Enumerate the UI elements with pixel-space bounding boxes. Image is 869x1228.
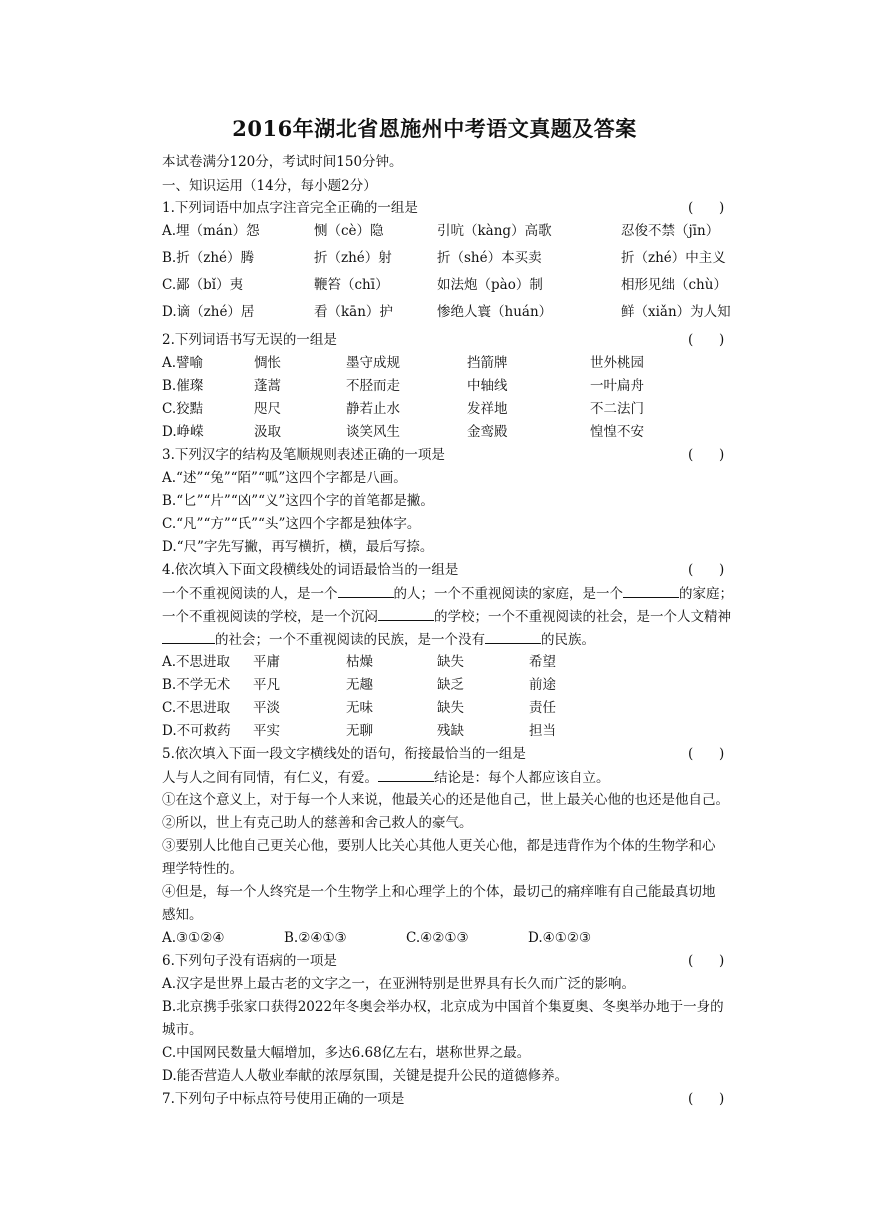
q4-option-b-4: 缺乏	[437, 677, 464, 693]
q2-option-c-4: 发祥地	[467, 401, 508, 417]
q4-option-d-2: 平实	[253, 723, 280, 739]
q6-option-a: A.汉字是世界上最古老的文字之一，在亚洲特别是世界具有长久而广泛的影响。	[162, 976, 636, 992]
q2-option-a-3: 墨守成规	[346, 355, 400, 371]
section-heading: 一、知识运用（14分，每小题2分）	[162, 178, 377, 194]
q4-option-b-3: 无趣	[346, 677, 373, 693]
q4-blank-5	[485, 630, 541, 644]
q1-option-d-4: 鲜（xiǎn）为人知	[621, 304, 731, 320]
page-title: 2016年湖北省恩施州中考语文真题及答案	[232, 116, 637, 141]
q6-option-d: D.能否营造人人敬业奉献的浓厚氛围，关键是提升公民的道德修养。	[162, 1068, 569, 1084]
q4-option-d-5: 担当	[529, 723, 556, 739]
q4-passage-line-1	[162, 584, 733, 603]
q4-option-c-3: 无味	[346, 700, 373, 716]
q2-stem: 2.下列词语书写无误的一组是	[162, 332, 337, 348]
q5-sentence-3b: 理学特性的。	[162, 861, 243, 877]
q4-option-c-1: C.不思进取	[162, 700, 231, 716]
q1-option-d-3: 惨绝人寰（huán）	[437, 304, 553, 320]
q7-stem: 7.下列句子中标点符号使用正确的一项是	[162, 1091, 405, 1107]
q5-sentence-2: ②所以，世上有克己助人的慈善和舍己救人的豪气。	[162, 815, 473, 831]
q1-option-b-1: B.折（zhé）腾	[162, 250, 255, 266]
q1-option-c-4: 相形见绌（chù）	[621, 277, 727, 293]
q5-sentence-1: ①在这个意义上，对于每一个人来说，他最关心的还是他自己，世上最关心他的也还是他自己。	[162, 792, 729, 808]
q1-option-c-3: 如法炮（pào）制	[437, 277, 543, 293]
q2-option-a-1: A.譬喻	[162, 355, 204, 371]
q4-text-1c: 的家庭；	[679, 586, 733, 602]
exam-intro: 本试卷满分120分，考试时间150分钟。	[162, 154, 403, 170]
q2-option-d-2: 汲取	[254, 424, 281, 440]
q1-option-b-4: 折（zhé）中主义	[621, 250, 726, 266]
q1-option-a-4: 忍俊不禁（jīn）	[621, 223, 720, 239]
q3-option-a: A.“述”“兔”“陌”“呱”这四个字都是八画。	[162, 470, 407, 486]
q4-option-d-4: 残缺	[437, 723, 464, 739]
q4-option-a-3: 枯燥	[346, 654, 373, 670]
q4-blank-3	[378, 607, 434, 621]
q5-option-d: D.④①②③	[528, 930, 592, 946]
q1-option-b-2: 折（zhé）射	[314, 250, 392, 266]
q2-answer-bracket: ( )	[688, 332, 725, 348]
q2-option-b-3: 不胫而走	[346, 378, 400, 394]
q6-option-b-line-1: B.北京携手张家口获得2022年冬奥会举办权，北京成为中国首个集夏奥、冬奥举办地于一身的	[162, 999, 724, 1015]
q4-option-b-5: 前途	[529, 677, 556, 693]
q7-answer-bracket: ( )	[688, 1091, 725, 1107]
q2-option-a-2: 惆怅	[254, 355, 281, 371]
q5-option-b: B.②④①③	[284, 930, 347, 946]
q4-option-d-1: D.不可救药	[162, 723, 231, 739]
q4-option-a-5: 希望	[529, 654, 556, 670]
q1-option-a-2: 恻（cè）隐	[314, 223, 384, 239]
q4-stem: 4.依次填入下面文段横线处的词语最恰当的一组是	[162, 562, 459, 578]
q2-option-a-4: 挡箭牌	[467, 355, 508, 371]
q1-stem: 1.下列词语中加点字注音完全正确的一组是	[162, 200, 418, 216]
q5-context-a: 人与人之间有同情，有仁义，有爱。	[162, 770, 378, 786]
q4-blank-2	[623, 584, 679, 598]
q5-option-c: C.④②①③	[406, 930, 469, 946]
q2-option-d-1: D.峥嵘	[162, 424, 204, 440]
q2-option-b-4: 中轴线	[467, 378, 508, 394]
q5-option-a: A.③①②④	[162, 930, 225, 946]
q4-text-1a: 一个不重视阅读的人，是一个	[162, 586, 338, 602]
q4-text-2a: 一个不重视阅读的学校，是一个沉闷	[162, 609, 378, 625]
q4-option-a-1: A.不思进取	[162, 654, 231, 670]
q1-option-c-1: C.鄙（bǐ）夷	[162, 277, 244, 293]
q1-option-c-2: 鞭笞（chī）	[314, 277, 389, 293]
q2-option-c-2: 咫尺	[254, 401, 281, 417]
q3-stem: 3.下列汉字的结构及笔顺规则表述正确的一项是	[162, 447, 445, 463]
q4-text-2b: 的学校；一个不重视阅读的社会，是一个人文精神	[434, 609, 731, 625]
q4-option-a-2: 平庸	[253, 654, 280, 670]
q5-blank	[378, 768, 434, 782]
q6-answer-bracket: ( )	[688, 953, 725, 969]
q3-option-c: C.“凡”“方”“氏”“头”这四个字都是独体字。	[162, 516, 421, 532]
q5-sentence-3a: ③要别人比他自己更关心他，要别人比关心其他人更关心他，都是违背作为个体的生物学和心	[162, 838, 716, 854]
q3-option-b: B.“匕”“片”“凶”“义”这四个字的首笔都是撇。	[162, 493, 434, 509]
q3-option-d: D.“尺”字先写撇，再写横折，横，最后写捺。	[162, 539, 434, 555]
q2-option-d-5: 惶惶不安	[590, 424, 644, 440]
q5-context-b: 结论是：每个人都应该自立。	[434, 770, 610, 786]
q2-option-b-5: 一叶扁舟	[590, 378, 644, 394]
q5-context	[162, 768, 610, 787]
q4-option-a-4: 缺失	[437, 654, 464, 670]
q2-option-c-5: 不二法门	[590, 401, 644, 417]
q1-option-d-2: 看（kān）护	[314, 304, 393, 320]
q4-option-c-5: 责任	[529, 700, 556, 716]
q4-text-1b: 的人；一个不重视阅读的家庭，是一个	[393, 586, 623, 602]
q2-option-c-3: 静若止水	[346, 401, 400, 417]
q2-option-d-4: 金鸾殿	[467, 424, 508, 440]
q2-option-b-1: B.催璨	[162, 378, 204, 394]
q4-text-3a: 的社会；一个不重视阅读的民族，是一个没有	[215, 632, 485, 648]
q4-option-b-2: 平凡	[253, 677, 280, 693]
q4-option-c-4: 缺失	[437, 700, 464, 716]
q4-option-c-2: 平淡	[253, 700, 280, 716]
q2-option-b-2: 蓬蒿	[254, 378, 281, 394]
q4-option-b-1: B.不学无术	[162, 677, 231, 693]
q2-option-a-5: 世外桃园	[590, 355, 644, 371]
q1-answer-bracket: ( )	[688, 200, 725, 216]
q5-answer-bracket: ( )	[688, 746, 725, 762]
q4-option-d-3: 无聊	[346, 723, 373, 739]
q2-option-d-3: 谈笑风生	[346, 424, 400, 440]
q1-option-a-3: 引吭（kàng）高歌	[437, 223, 552, 239]
q6-stem: 6.下列句子没有语病的一项是	[162, 953, 337, 969]
q4-text-3b: 的民族。	[541, 632, 595, 648]
q3-answer-bracket: ( )	[688, 447, 725, 463]
q5-sentence-4a: ④但是，每一个人终究是一个生物学上和心理学上的个体，最切己的痛痒唯有自己能最真切地	[162, 884, 716, 900]
q6-option-b-line-2: 城市。	[162, 1022, 203, 1038]
q1-option-b-3: 折（shé）本买卖	[437, 250, 542, 266]
q4-blank-4	[162, 630, 215, 644]
q4-passage-line-3	[162, 630, 595, 649]
q5-stem: 5.依次填入下面一段文字横线处的语句，衔接最恰当的一组是	[162, 746, 526, 762]
q4-passage-line-2	[162, 607, 731, 626]
q5-sentence-4b: 感知。	[162, 907, 203, 923]
q4-blank-1	[338, 584, 394, 598]
q1-option-a-1: A.埋（mán）怨	[162, 223, 260, 239]
q2-option-c-1: C.狡黠	[162, 401, 204, 417]
q4-answer-bracket: ( )	[688, 562, 725, 578]
q6-option-c: C.中国网民数量大幅增加，多达6.68亿左右，堪称世界之最。	[162, 1045, 531, 1061]
q1-option-d-1: D.谪（zhé）居	[162, 304, 255, 320]
